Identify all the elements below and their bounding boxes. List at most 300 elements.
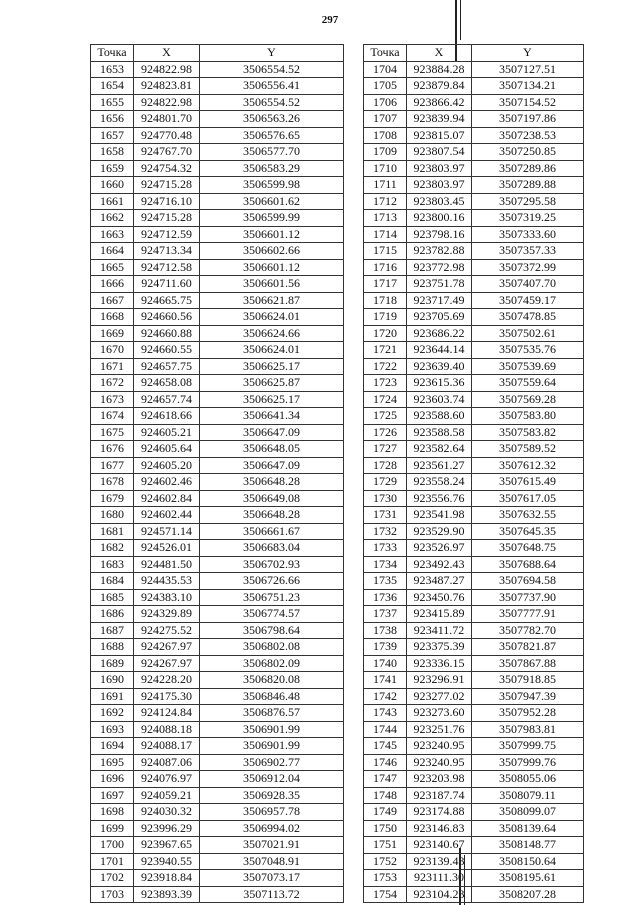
- y-coordinate-cell: 3507407.70: [472, 276, 584, 293]
- table-row: [91, 424, 344, 441]
- table-row: [364, 193, 584, 210]
- table-row: [364, 606, 584, 623]
- y-coordinate-cell: 3507134.21: [472, 78, 584, 95]
- x-coordinate-cell: 923450.76: [407, 589, 472, 606]
- table-row: [91, 490, 344, 507]
- x-coordinate-cell: 923967.65: [134, 837, 200, 854]
- x-coordinate-cell: 923541.98: [407, 507, 472, 524]
- y-coordinate-cell: 3507559.64: [472, 375, 584, 392]
- table-row: [364, 342, 584, 359]
- x-coordinate-cell: 924660.55: [134, 342, 200, 359]
- y-coordinate-cell: 3507983.81: [472, 721, 584, 738]
- table-row: [91, 292, 344, 309]
- y-coordinate-cell: 3507589.52: [472, 441, 584, 458]
- table-row: [364, 886, 584, 903]
- x-coordinate-cell: 924767.70: [134, 144, 200, 161]
- table-row: [91, 276, 344, 293]
- point-number-cell: 1740: [364, 655, 407, 672]
- x-coordinate-cell: 923884.28: [407, 61, 472, 78]
- point-number-cell: 1655: [91, 94, 134, 111]
- table-row: [91, 721, 344, 738]
- y-coordinate-cell: 3506802.09: [200, 655, 344, 672]
- y-coordinate-cell: 3507154.52: [472, 94, 584, 111]
- point-number-cell: 1682: [91, 540, 134, 557]
- x-coordinate-cell: 924660.88: [134, 325, 200, 342]
- point-number-cell: 1695: [91, 754, 134, 771]
- x-coordinate-cell: 924267.97: [134, 639, 200, 656]
- point-number-cell: 1708: [364, 127, 407, 144]
- x-coordinate-cell: 924657.74: [134, 391, 200, 408]
- y-coordinate-cell: 3506601.12: [200, 226, 344, 243]
- x-coordinate-cell: 923879.84: [407, 78, 472, 95]
- y-coordinate-cell: 3506802.08: [200, 639, 344, 656]
- point-number-cell: 1659: [91, 160, 134, 177]
- point-number-cell: 1713: [364, 210, 407, 227]
- y-coordinate-cell: 3506624.66: [200, 325, 344, 342]
- table-row: [91, 672, 344, 689]
- y-coordinate-cell: 3506554.52: [200, 61, 344, 78]
- point-number-cell: 1746: [364, 754, 407, 771]
- point-number-cell: 1687: [91, 622, 134, 639]
- table-row: [91, 94, 344, 111]
- y-coordinate-cell: 3507867.88: [472, 655, 584, 672]
- point-number-cell: 1719: [364, 309, 407, 326]
- point-number-cell: 1749: [364, 804, 407, 821]
- x-coordinate-cell: 923751.78: [407, 276, 472, 293]
- table-row: [364, 754, 584, 771]
- point-number-cell: 1725: [364, 408, 407, 425]
- point-number-cell: 1696: [91, 771, 134, 788]
- y-coordinate-cell: 3506726.66: [200, 573, 344, 590]
- x-coordinate-cell: 923815.07: [407, 127, 472, 144]
- x-coordinate-cell: 924602.44: [134, 507, 200, 524]
- table-row: [91, 754, 344, 771]
- x-coordinate-cell: 924660.56: [134, 309, 200, 326]
- table-row: [91, 556, 344, 573]
- point-number-cell: 1741: [364, 672, 407, 689]
- point-number-cell: 1748: [364, 787, 407, 804]
- x-coordinate-cell: 924665.75: [134, 292, 200, 309]
- x-coordinate-cell: 923918.84: [134, 870, 200, 887]
- y-coordinate-cell: 3507583.80: [472, 408, 584, 425]
- x-coordinate-cell: 923111.30: [407, 870, 472, 887]
- y-coordinate-cell: 3507632.55: [472, 507, 584, 524]
- point-number-cell: 1733: [364, 540, 407, 557]
- table-row: [91, 441, 344, 458]
- point-number-cell: 1662: [91, 210, 134, 227]
- y-coordinate-cell: 3506901.99: [200, 738, 344, 755]
- table-row: [91, 655, 344, 672]
- x-coordinate-cell: 924822.98: [134, 61, 200, 78]
- y-coordinate-cell: 3506649.08: [200, 490, 344, 507]
- point-number-cell: 1660: [91, 177, 134, 194]
- page-number: 297: [321, 14, 339, 26]
- point-number-cell: 1724: [364, 391, 407, 408]
- table-row: [364, 210, 584, 227]
- point-number-cell: 1720: [364, 325, 407, 342]
- y-coordinate-cell: 3506556.41: [200, 78, 344, 95]
- point-number-cell: 1729: [364, 474, 407, 491]
- x-coordinate-cell: 924715.28: [134, 177, 200, 194]
- x-coordinate-cell: 924481.50: [134, 556, 200, 573]
- x-coordinate-cell: 924059.21: [134, 787, 200, 804]
- point-number-cell: 1744: [364, 721, 407, 738]
- y-coordinate-cell: 3506583.29: [200, 160, 344, 177]
- table-row: [91, 589, 344, 606]
- y-coordinate-cell: 3506798.64: [200, 622, 344, 639]
- x-coordinate-cell: 923588.60: [407, 408, 472, 425]
- x-coordinate-cell: 923800.16: [407, 210, 472, 227]
- point-number-cell: 1728: [364, 457, 407, 474]
- point-number-cell: 1676: [91, 441, 134, 458]
- table-row: [91, 193, 344, 210]
- table-row: [91, 127, 344, 144]
- point-number-cell: 1743: [364, 705, 407, 722]
- x-coordinate-cell: 923277.02: [407, 688, 472, 705]
- table-row: [91, 78, 344, 95]
- table-row: [91, 408, 344, 425]
- x-coordinate-cell: 923717.49: [407, 292, 472, 309]
- table-row: [364, 622, 584, 639]
- x-coordinate-cell: 923782.88: [407, 243, 472, 260]
- y-coordinate-cell: 3507295.58: [472, 193, 584, 210]
- y-coordinate-cell: 3506625.17: [200, 391, 344, 408]
- point-number-cell: 1742: [364, 688, 407, 705]
- point-number-cell: 1677: [91, 457, 134, 474]
- x-coordinate-cell: 923803.97: [407, 160, 472, 177]
- x-coordinate-cell: 923588.58: [407, 424, 472, 441]
- x-coordinate-cell: 924713.34: [134, 243, 200, 260]
- table-row: [364, 160, 584, 177]
- x-coordinate-cell: 923240.95: [407, 754, 472, 771]
- y-coordinate-cell: 3507645.35: [472, 523, 584, 540]
- x-coordinate-cell: 924124.84: [134, 705, 200, 722]
- coordinates-table-left: [90, 44, 344, 903]
- y-coordinate-cell: 3507777.91: [472, 606, 584, 623]
- table-row: [91, 540, 344, 557]
- point-number-cell: 1680: [91, 507, 134, 524]
- point-number-cell: 1679: [91, 490, 134, 507]
- y-coordinate-cell: 3507048.91: [200, 853, 344, 870]
- point-number-cell: 1732: [364, 523, 407, 540]
- x-coordinate-cell: 923798.16: [407, 226, 472, 243]
- y-coordinate-cell: 3507918.85: [472, 672, 584, 689]
- header-x: X: [407, 45, 472, 62]
- point-number-cell: 1664: [91, 243, 134, 260]
- point-number-cell: 1707: [364, 111, 407, 128]
- table-row: [364, 441, 584, 458]
- x-coordinate-cell: 924076.97: [134, 771, 200, 788]
- table-row: [91, 358, 344, 375]
- y-coordinate-cell: 3507535.76: [472, 342, 584, 359]
- table-row: [91, 705, 344, 722]
- x-coordinate-cell: 924030.32: [134, 804, 200, 821]
- point-number-cell: 1735: [364, 573, 407, 590]
- x-coordinate-cell: 924571.14: [134, 523, 200, 540]
- y-coordinate-cell: 3506576.65: [200, 127, 344, 144]
- table-row: [364, 655, 584, 672]
- x-coordinate-cell: 923139.43: [407, 853, 472, 870]
- x-coordinate-cell: 923336.15: [407, 655, 472, 672]
- point-number-cell: 1686: [91, 606, 134, 623]
- table-row: [364, 540, 584, 557]
- point-number-cell: 1699: [91, 820, 134, 837]
- x-coordinate-cell: 924329.89: [134, 606, 200, 623]
- point-number-cell: 1698: [91, 804, 134, 821]
- table-row: [364, 721, 584, 738]
- point-number-cell: 1654: [91, 78, 134, 95]
- y-coordinate-cell: 3507459.17: [472, 292, 584, 309]
- x-coordinate-cell: 923803.97: [407, 177, 472, 194]
- table-row: [91, 853, 344, 870]
- point-number-cell: 1663: [91, 226, 134, 243]
- point-number-cell: 1745: [364, 738, 407, 755]
- y-coordinate-cell: 3506661.67: [200, 523, 344, 540]
- table-row: [91, 309, 344, 326]
- point-number-cell: 1701: [91, 853, 134, 870]
- x-coordinate-cell: 923375.39: [407, 639, 472, 656]
- header-x: X: [134, 45, 200, 62]
- header-point: Точка: [364, 45, 407, 62]
- table-row: [364, 127, 584, 144]
- point-number-cell: 1723: [364, 375, 407, 392]
- point-number-cell: 1736: [364, 589, 407, 606]
- x-coordinate-cell: 923487.27: [407, 573, 472, 590]
- x-coordinate-cell: 924267.97: [134, 655, 200, 672]
- y-coordinate-cell: 3508055.06: [472, 771, 584, 788]
- x-coordinate-cell: 923415.89: [407, 606, 472, 623]
- y-coordinate-cell: 3507021.91: [200, 837, 344, 854]
- table-row: [91, 606, 344, 623]
- point-number-cell: 1665: [91, 259, 134, 276]
- x-coordinate-cell: 923273.60: [407, 705, 472, 722]
- point-number-cell: 1727: [364, 441, 407, 458]
- x-coordinate-cell: 923582.64: [407, 441, 472, 458]
- x-coordinate-cell: 923603.74: [407, 391, 472, 408]
- point-number-cell: 1718: [364, 292, 407, 309]
- x-coordinate-cell: 923803.45: [407, 193, 472, 210]
- y-coordinate-cell: 3507238.53: [472, 127, 584, 144]
- x-coordinate-cell: 924605.20: [134, 457, 200, 474]
- table-row: [364, 61, 584, 78]
- y-coordinate-cell: 3507821.87: [472, 639, 584, 656]
- point-number-cell: 1656: [91, 111, 134, 128]
- x-coordinate-cell: 924711.60: [134, 276, 200, 293]
- point-number-cell: 1689: [91, 655, 134, 672]
- point-number-cell: 1653: [91, 61, 134, 78]
- table-row: [91, 210, 344, 227]
- point-number-cell: 1703: [91, 886, 134, 903]
- x-coordinate-cell: 923996.29: [134, 820, 200, 837]
- point-number-cell: 1688: [91, 639, 134, 656]
- point-number-cell: 1668: [91, 309, 134, 326]
- y-coordinate-cell: 3508148.77: [472, 837, 584, 854]
- y-coordinate-cell: 3507289.86: [472, 160, 584, 177]
- header-y: Y: [200, 45, 344, 62]
- point-number-cell: 1700: [91, 837, 134, 854]
- y-coordinate-cell: 3506563.26: [200, 111, 344, 128]
- point-number-cell: 1673: [91, 391, 134, 408]
- y-coordinate-cell: 3506648.05: [200, 441, 344, 458]
- y-coordinate-cell: 3506625.87: [200, 375, 344, 392]
- x-coordinate-cell: 923615.36: [407, 375, 472, 392]
- y-coordinate-cell: 3508079.11: [472, 787, 584, 804]
- y-coordinate-cell: 3506577.70: [200, 144, 344, 161]
- point-number-cell: 1752: [364, 853, 407, 870]
- x-coordinate-cell: 923174.88: [407, 804, 472, 821]
- y-coordinate-cell: 3507372.99: [472, 259, 584, 276]
- table-row: [364, 853, 584, 870]
- y-coordinate-cell: 3506641.34: [200, 408, 344, 425]
- x-coordinate-cell: 924716.10: [134, 193, 200, 210]
- y-coordinate-cell: 3507688.64: [472, 556, 584, 573]
- y-coordinate-cell: 3506601.12: [200, 259, 344, 276]
- point-number-cell: 1731: [364, 507, 407, 524]
- x-coordinate-cell: 923556.76: [407, 490, 472, 507]
- x-coordinate-cell: 923526.97: [407, 540, 472, 557]
- table-row: [364, 820, 584, 837]
- point-number-cell: 1669: [91, 325, 134, 342]
- table-row: [364, 771, 584, 788]
- x-coordinate-cell: 924712.59: [134, 226, 200, 243]
- y-coordinate-cell: 3507952.28: [472, 705, 584, 722]
- y-coordinate-cell: 3507782.70: [472, 622, 584, 639]
- table-row: [91, 457, 344, 474]
- table-row: [364, 639, 584, 656]
- table-row: [91, 639, 344, 656]
- y-coordinate-cell: 3506902.77: [200, 754, 344, 771]
- x-coordinate-cell: 924526.01: [134, 540, 200, 557]
- y-coordinate-cell: 3506751.23: [200, 589, 344, 606]
- table-row: [364, 111, 584, 128]
- x-coordinate-cell: 924602.46: [134, 474, 200, 491]
- table-row: [364, 573, 584, 590]
- point-number-cell: 1747: [364, 771, 407, 788]
- table-row: [91, 226, 344, 243]
- x-coordinate-cell: 924715.28: [134, 210, 200, 227]
- y-coordinate-cell: 3507694.58: [472, 573, 584, 590]
- table-row: [91, 259, 344, 276]
- point-number-cell: 1738: [364, 622, 407, 639]
- x-coordinate-cell: 923492.43: [407, 556, 472, 573]
- y-coordinate-cell: 3506774.57: [200, 606, 344, 623]
- table-row: [91, 622, 344, 639]
- point-number-cell: 1702: [91, 870, 134, 887]
- y-coordinate-cell: 3507583.82: [472, 424, 584, 441]
- y-coordinate-cell: 3506702.93: [200, 556, 344, 573]
- point-number-cell: 1692: [91, 705, 134, 722]
- point-number-cell: 1721: [364, 342, 407, 359]
- table-row: [91, 391, 344, 408]
- table-row: [364, 259, 584, 276]
- y-coordinate-cell: 3506599.98: [200, 177, 344, 194]
- table-row: [91, 787, 344, 804]
- y-coordinate-cell: 3506912.04: [200, 771, 344, 788]
- y-coordinate-cell: 3506602.66: [200, 243, 344, 260]
- table-row: [91, 688, 344, 705]
- y-coordinate-cell: 3507617.05: [472, 490, 584, 507]
- table-row: [364, 292, 584, 309]
- x-coordinate-cell: 923203.98: [407, 771, 472, 788]
- table-row: [91, 342, 344, 359]
- table-row: [364, 424, 584, 441]
- x-coordinate-cell: 924088.17: [134, 738, 200, 755]
- x-coordinate-cell: 923561.27: [407, 457, 472, 474]
- x-coordinate-cell: 923839.94: [407, 111, 472, 128]
- x-coordinate-cell: 924770.48: [134, 127, 200, 144]
- y-coordinate-cell: 3506625.17: [200, 358, 344, 375]
- table-row: [91, 886, 344, 903]
- table-row: [364, 94, 584, 111]
- table-row: [364, 276, 584, 293]
- y-coordinate-cell: 3506901.99: [200, 721, 344, 738]
- x-coordinate-cell: 923772.98: [407, 259, 472, 276]
- y-coordinate-cell: 3507999.75: [472, 738, 584, 755]
- x-coordinate-cell: 923644.14: [407, 342, 472, 359]
- y-coordinate-cell: 3507737.90: [472, 589, 584, 606]
- point-number-cell: 1734: [364, 556, 407, 573]
- y-coordinate-cell: 3506599.99: [200, 210, 344, 227]
- y-coordinate-cell: 3507113.72: [200, 886, 344, 903]
- point-number-cell: 1717: [364, 276, 407, 293]
- table-row: [364, 457, 584, 474]
- x-coordinate-cell: 924657.75: [134, 358, 200, 375]
- y-coordinate-cell: 3507127.51: [472, 61, 584, 78]
- point-number-cell: 1678: [91, 474, 134, 491]
- y-coordinate-cell: 3507612.32: [472, 457, 584, 474]
- x-coordinate-cell: 923529.90: [407, 523, 472, 540]
- table-row: [364, 507, 584, 524]
- point-number-cell: 1714: [364, 226, 407, 243]
- table-row: [91, 870, 344, 887]
- table-row: [364, 375, 584, 392]
- y-coordinate-cell: 3508099.07: [472, 804, 584, 821]
- y-coordinate-cell: 3507502.61: [472, 325, 584, 342]
- y-coordinate-cell: 3506820.08: [200, 672, 344, 689]
- table-row: [91, 111, 344, 128]
- table-row: [364, 688, 584, 705]
- x-coordinate-cell: 924087.06: [134, 754, 200, 771]
- y-coordinate-cell: 3506624.01: [200, 309, 344, 326]
- table-row: [91, 144, 344, 161]
- y-coordinate-cell: 3506957.78: [200, 804, 344, 821]
- table-row: [91, 837, 344, 854]
- point-number-cell: 1712: [364, 193, 407, 210]
- point-number-cell: 1716: [364, 259, 407, 276]
- y-coordinate-cell: 3506554.52: [200, 94, 344, 111]
- table-row: [364, 144, 584, 161]
- y-coordinate-cell: 3506994.02: [200, 820, 344, 837]
- y-coordinate-cell: 3507539.69: [472, 358, 584, 375]
- point-number-cell: 1710: [364, 160, 407, 177]
- x-coordinate-cell: 923140.67: [407, 837, 472, 854]
- y-coordinate-cell: 3507250.85: [472, 144, 584, 161]
- table-row: [91, 160, 344, 177]
- point-number-cell: 1691: [91, 688, 134, 705]
- point-number-cell: 1722: [364, 358, 407, 375]
- point-number-cell: 1709: [364, 144, 407, 161]
- table-header-row: [364, 45, 584, 62]
- y-coordinate-cell: 3507319.25: [472, 210, 584, 227]
- y-coordinate-cell: 3508195.61: [472, 870, 584, 887]
- x-coordinate-cell: 924823.81: [134, 78, 200, 95]
- binding-line-top-thin: [460, 0, 461, 40]
- x-coordinate-cell: 923807.54: [407, 144, 472, 161]
- x-coordinate-cell: 924801.70: [134, 111, 200, 128]
- x-coordinate-cell: 923411.72: [407, 622, 472, 639]
- table-row: [364, 738, 584, 755]
- point-number-cell: 1685: [91, 589, 134, 606]
